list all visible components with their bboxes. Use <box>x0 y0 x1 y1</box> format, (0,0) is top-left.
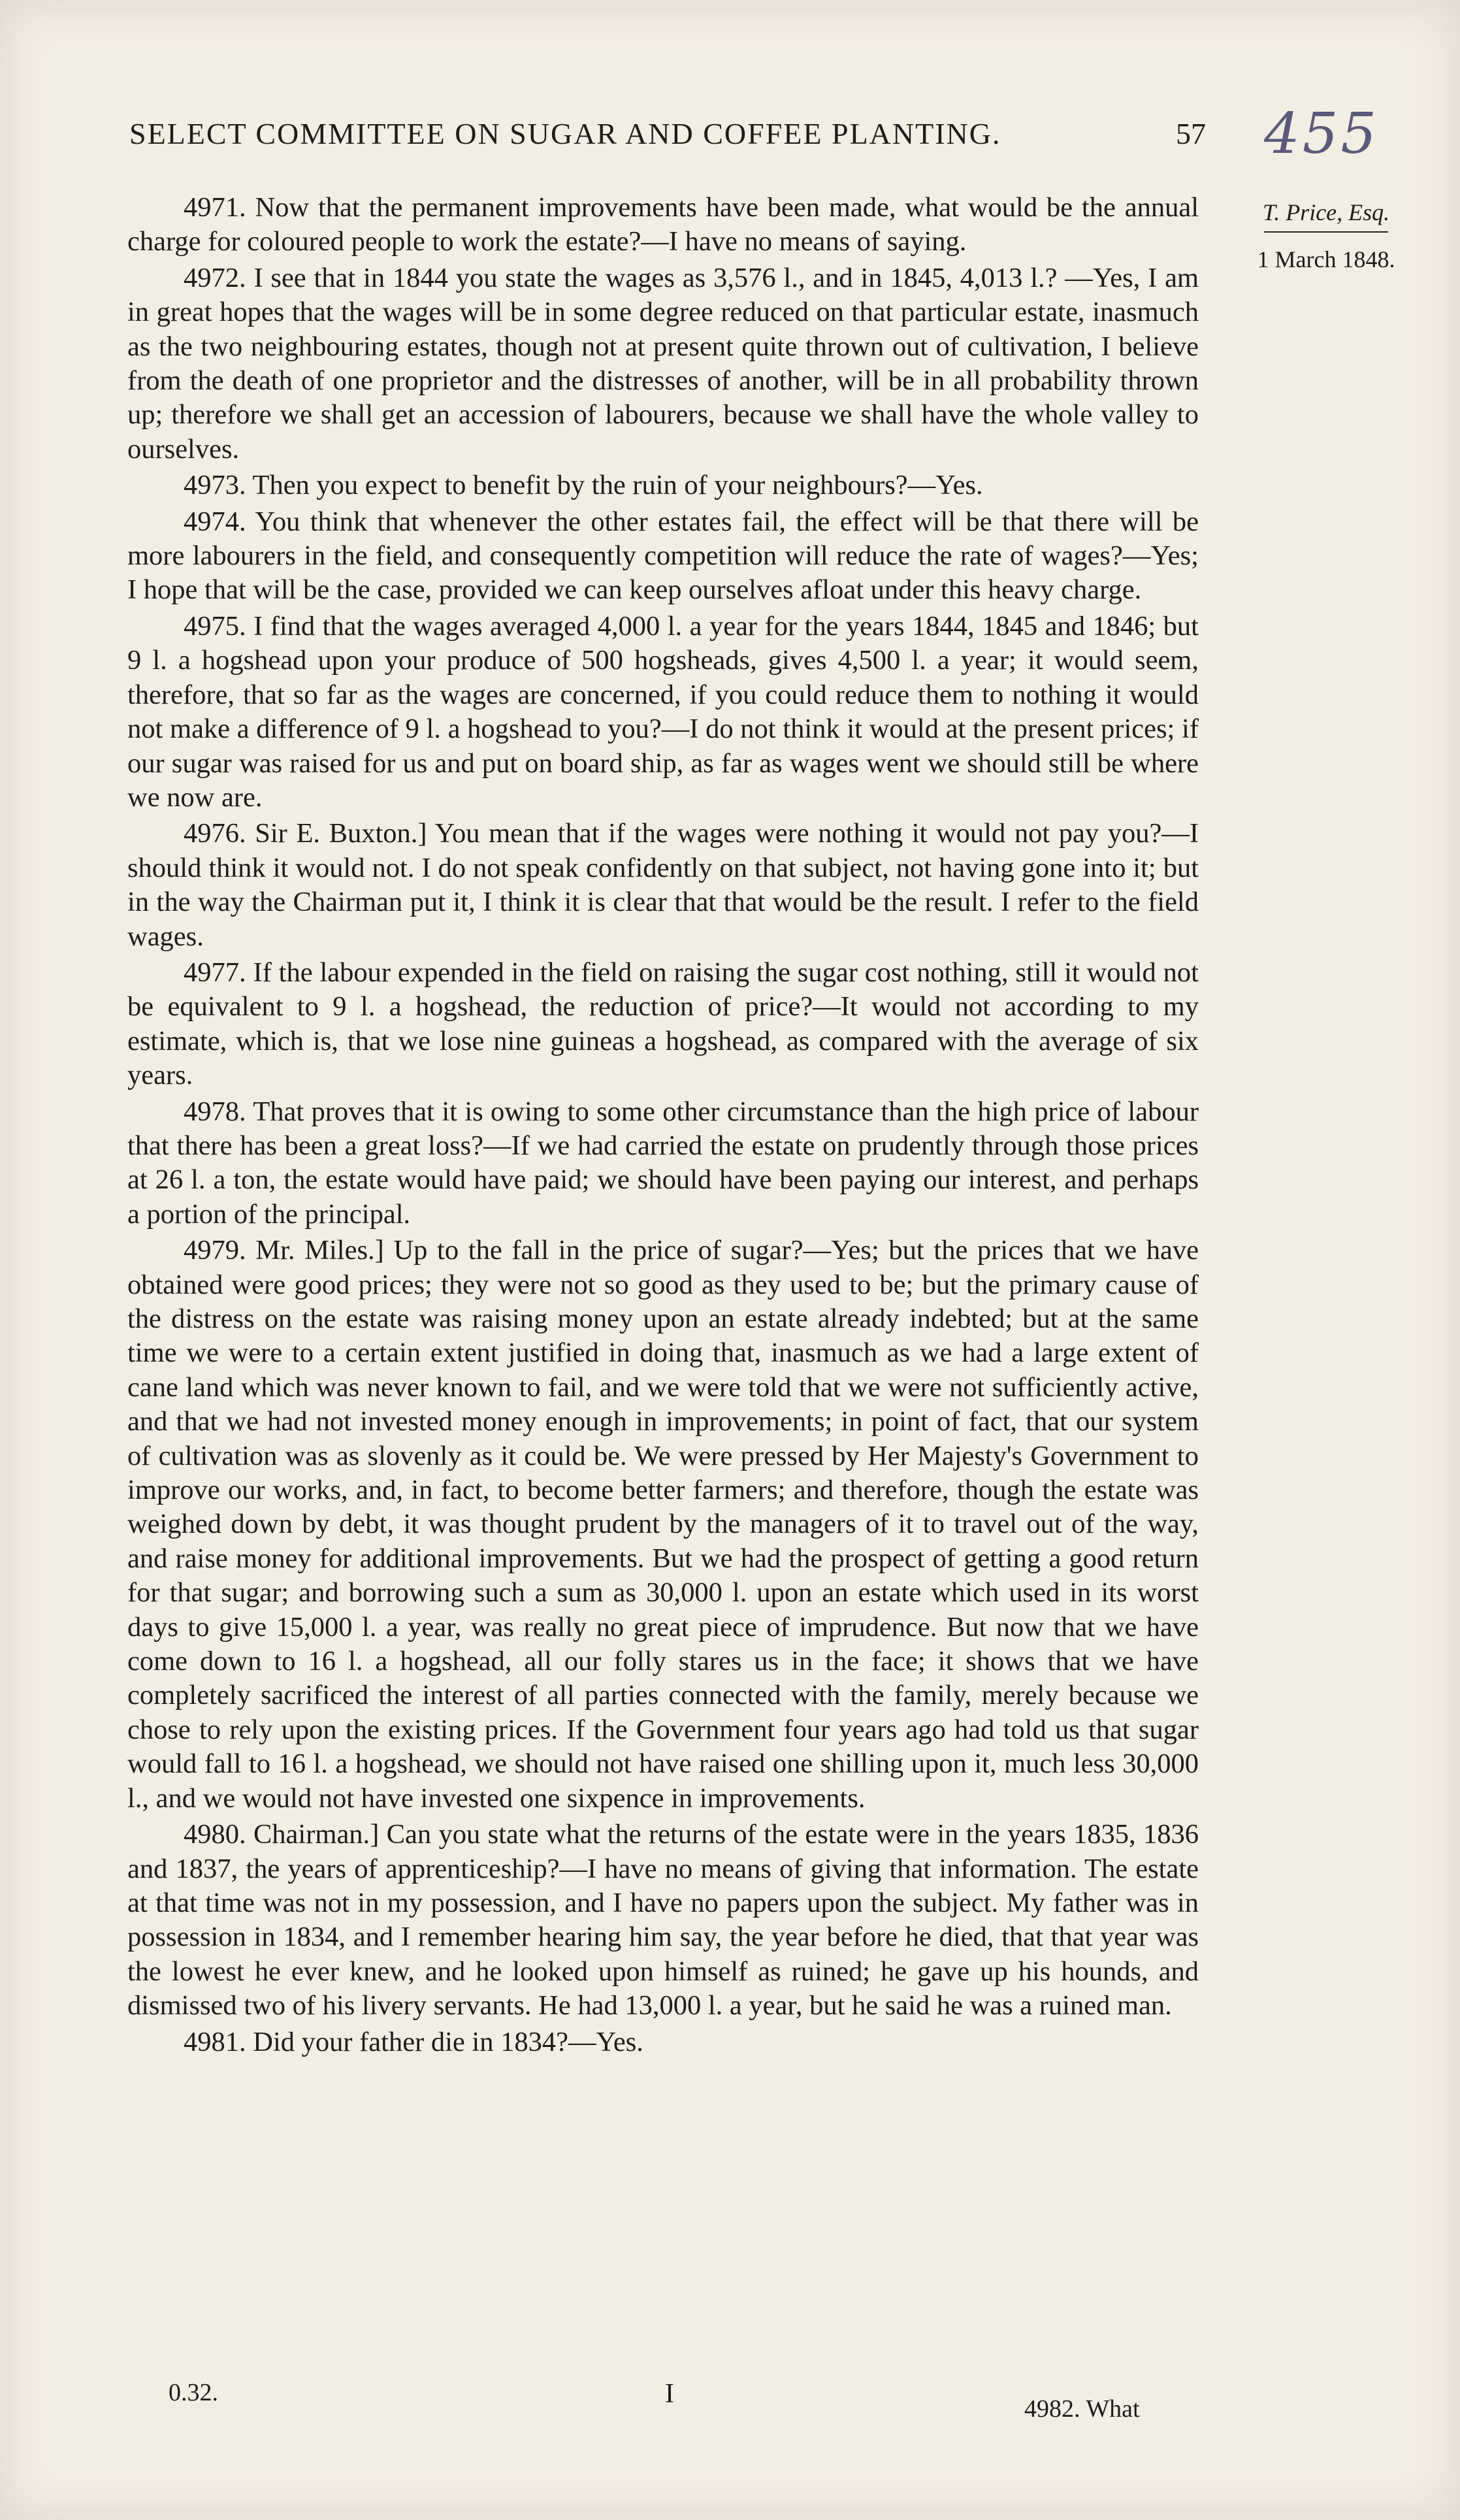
page-number: 57 <box>1176 117 1206 150</box>
evidence-date: 1 March 1848. <box>1257 246 1395 272</box>
footer-reference: 0.32. <box>169 2379 218 2406</box>
paragraph-4972: 4972. I see that in 1844 you state the wages as 3,576 l., and in 1845, 4,013 l.? —Yes, I am in great hopes that the wages will be in some degree reduced on that particular estate, inasmuch as the two neighbouring estates, though not at present quite thrown out of cultivation, I believe from the death of one proprietor and the distresses of another, will be in all probability thrown up; therefore we shall get an accession of labourers, because we shall have the whole valley to ourselves. <box>127 262 1199 465</box>
paragraph-4980: 4980. Chairman.] Can you state what the returns of the estate were in the years 1835, 1836 and 1837, the years of apprenticeship?—I have no means of giving that information. The estate at that time was not in my possession, and I have no papers upon the subject. My father was in possession in 1834, and I remember hearing him say, the year before he died, that that year was the lowest he ever knew, and he looked upon himself as ruined; he gave up his hounds, and dismissed two of his livery servants. He had 13,000 l. a year, but he said he was a ruined man. <box>127 1819 1199 2021</box>
paragraph-4971: 4971. Now that the permanent improvements have been made, what would be the annual charge for coloured people to work the estate?—I have no means of saying. <box>127 192 1199 257</box>
paragraph-4977: 4977. If the labour expended in the field on raising the sugar cost nothing, still it would not be equivalent to 9 l. a hogshead, the reduction of price?—It would not according to my estimate, which is, that we lose nine guineas a hogshead, as compared with the average of six years. <box>127 957 1199 1091</box>
evidence-text <box>127 191 1199 2061</box>
handwritten-folio-number: 455 <box>1264 101 1380 167</box>
running-header <box>129 116 1206 151</box>
paragraph-4978: 4978. That proves that it is owing to some other circumstance than the high price of labour that there has been a great loss?—If we had carried the estate on prudently through those prices at 26 l. a ton, the estate would have paid; we should have been paying our interest, and perhaps a portion of the principal. <box>127 1096 1199 1230</box>
header-title: SELECT COMMITTEE ON SUGAR AND COFFEE PLANTING. <box>129 117 1001 150</box>
paragraph-4975: 4975. I find that the wages averaged 4,000 l. a year for the years 1844, 1845 and 1846; but 9 l. a hogshead upon your produce of 500 hogsheads, gives 4,500 l. a year; it would seem, therefore, that so far as the wages are concerned, if you could reduce them to nothing it would not make a difference of 9 l. a hogshead to you?—I do not think it would at the present prices; if our sugar was raised for us and put on board ship, as far as wages went we should still be where we now are. <box>127 610 1199 813</box>
witness-name: T. Price, Esq. <box>1262 199 1390 225</box>
catchword: 4982. What <box>1024 2395 1140 2423</box>
paragraph-4974: 4974. You think that whenever the other estates fail, the effect will be that there will be more labourers in the field, and consequently competition will reduce the rate of wages?—Yes; I hope that will be the case, provided we can keep ourselves afloat under this heavy charge. <box>127 506 1199 606</box>
paragraph-4981: 4981. Did your father die in 1834?—Yes. <box>184 2026 643 2057</box>
paragraph-4979: 4979. Mr. Miles.] Up to the fall in the price of sugar?—Yes; but the prices that we have obtained were good prices; they were not so good as they used to be; but the primary cause of the distress on the estate was raising money upon an estate already indebted; but at the same time we were to a certain extent justified in doing that, inasmuch as we had a large extent of cane land which was never known to fail, and we were told that we were not sufficiently active, and that we had not invested money enough in improvements; in point of fact, that our system of cultivation was as slovenly as it could be. We were pressed by Her Majesty's Government to improve our works, and, in fact, to become better farmers; and therefore, though the estate was weighed down by debt, it was thought prudent by the managers of it to travel out of the way, and raise money for additional improvements. But we had the prospect of getting a good return for that sugar; and borrowing such a sum as 30,000 l. upon an estate which used in its worst days to give 15,000 l. a year, was really no great piece of imprudence. But now that we have come down to 16 l. a hogshead, all our folly stares us in the face; it shows that we have completely sacrificed the interest of all parties connected with the family, merely because we chose to rely upon the existing prices. If the Government four years ago had told us that sugar would fall to 16 l. a hogshead, we should not have raised one shilling upon it, much less 30,000 l., and we would not have invested one sixpence in improvements. <box>127 1235 1199 1814</box>
paragraph-4976: 4976. Sir E. Buxton.] You mean that if the wages were nothing it would not pay you?—I should think it would not. I do not speak confidently on that subject, not having gone into it; but in the way the Chairman put it, I think it is clear that that would be the result. I refer to the field wages. <box>127 818 1199 952</box>
paragraph-4973: 4973. Then you expect to benefit by the ruin of your neighbours?—Yes. <box>184 470 983 501</box>
margin-note <box>1228 196 1424 276</box>
footer-signature: I <box>665 2379 674 2409</box>
margin-rule <box>1264 231 1388 237</box>
